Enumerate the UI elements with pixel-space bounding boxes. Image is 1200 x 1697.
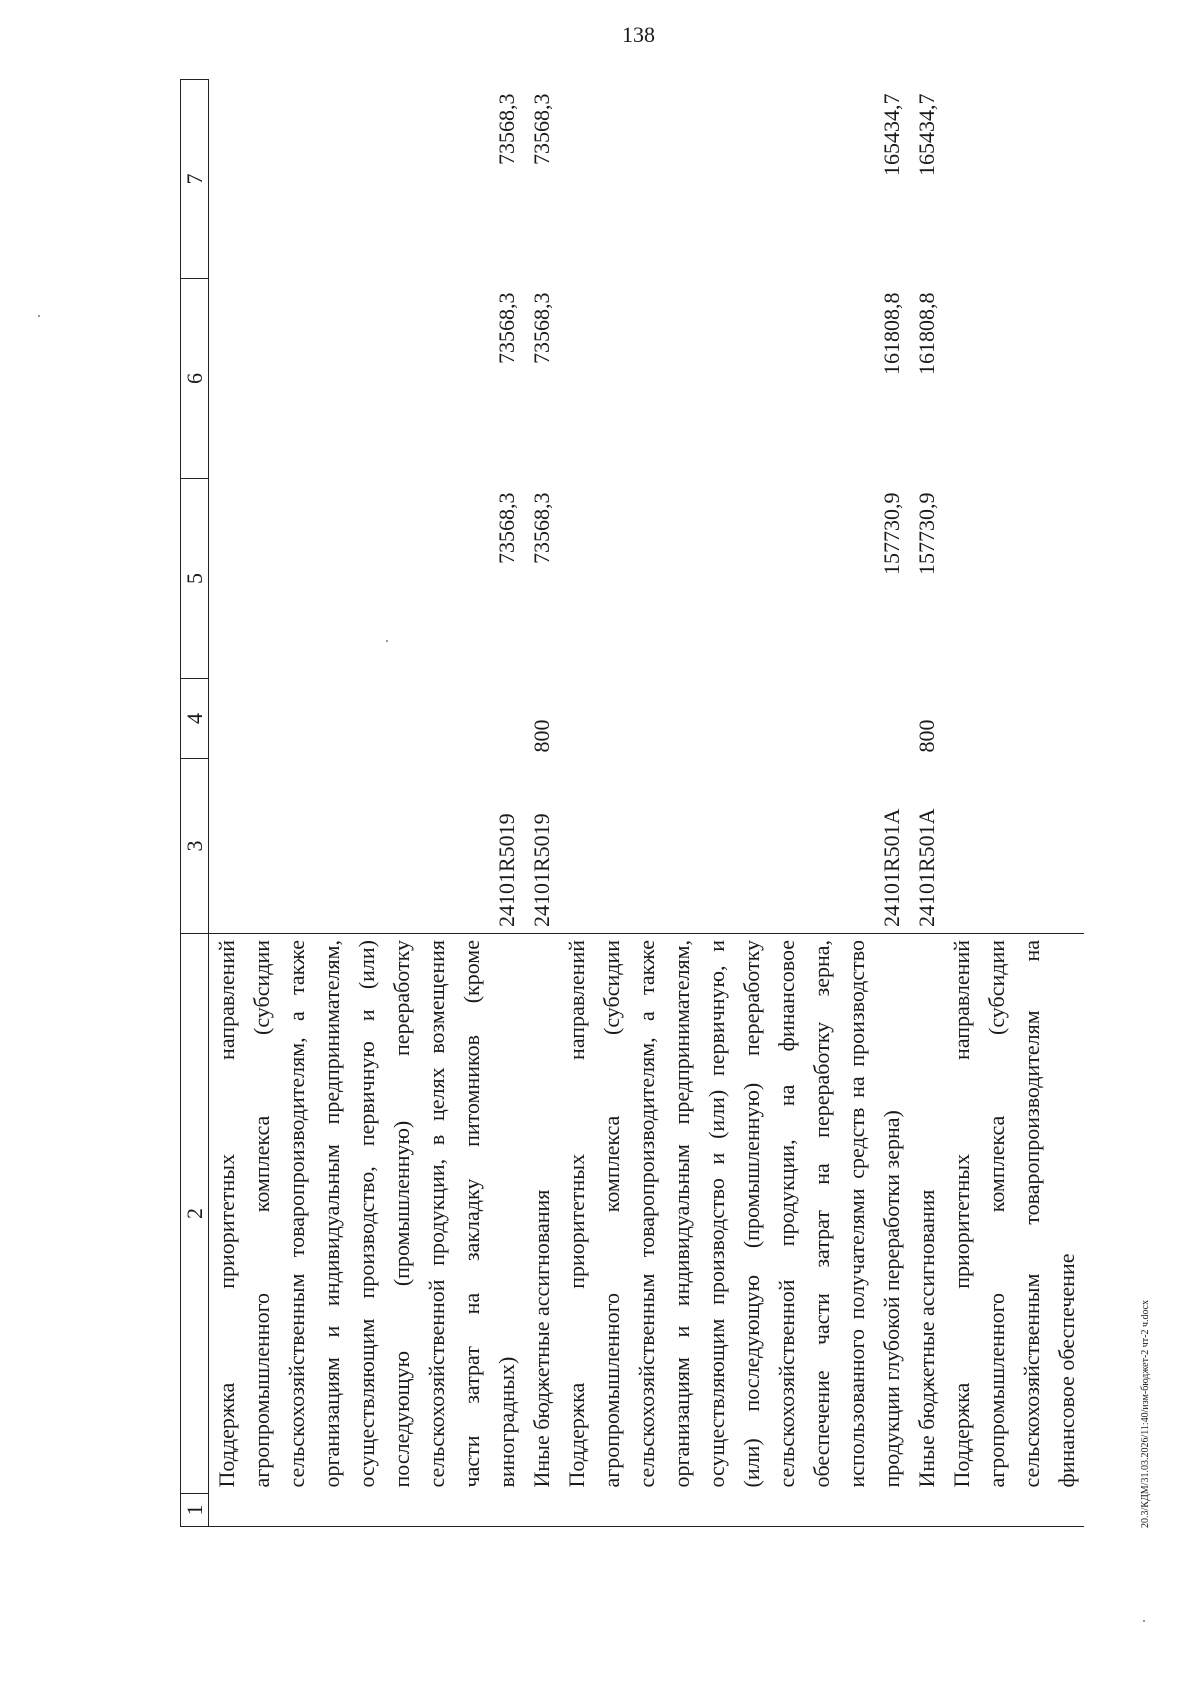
amount-col-7	[944, 80, 1084, 279]
budget-table	[180, 79, 1084, 1527]
amount-col-6: 161808,8	[879, 292, 904, 375]
expense-type	[559, 679, 909, 759]
amount-col-7: 165434,7	[879, 93, 904, 176]
row-number-cell	[909, 1494, 944, 1527]
row-description: Иные бюджетные ассигнования	[909, 934, 944, 1494]
amount-col-5: 73568,3	[494, 492, 519, 564]
expense-type	[209, 679, 525, 759]
amount-col-5	[944, 479, 1084, 679]
scan-speck	[38, 315, 40, 317]
row-number-cell	[524, 1494, 559, 1527]
column-header: 1	[181, 1494, 209, 1527]
table-row	[209, 80, 525, 1527]
amount-col-6: 161808,8	[914, 292, 939, 375]
column-header: 5	[181, 479, 209, 679]
column-header: 6	[181, 279, 209, 479]
amount-col-6	[944, 279, 1084, 479]
table-row	[909, 80, 944, 1527]
scan-speck	[1143, 1620, 1145, 1622]
document-path-footer: 20.3/КДМ/31.03.2026/11:40/изм-бюджет-2 чт-2 ч.docx	[1140, 1300, 1151, 1528]
column-header: 4	[181, 679, 209, 759]
target-code	[944, 759, 1084, 934]
target-code: 24101R501А	[879, 808, 904, 927]
rotated-budget-table-container	[180, 80, 1080, 1527]
expense-type: 800	[914, 719, 939, 753]
column-header: 3	[181, 759, 209, 934]
target-code: 24101R501А	[914, 808, 939, 927]
target-code: 24101R5019	[494, 813, 519, 927]
table-header-row	[181, 80, 209, 1527]
amount-col-7: 73568,3	[529, 93, 554, 165]
amount-col-5: 157730,9	[879, 492, 904, 575]
amount-col-5: 157730,9	[914, 492, 939, 575]
amount-col-5: 73568,3	[529, 492, 554, 564]
row-description: Поддержка приоритетных направлений агропромышленного комплекса (субсидии сельскохозяйственным товаропроизводителям, а также организациям и индивидуальным предпринимателям, осуществляющим производство, первичную и (или) последующую (промышленную) переработку сельскохозяйственной продукции, в целях возмещения части затрат на закладку питомников (кроме виноградных)	[209, 934, 525, 1494]
row-number-cell	[559, 1494, 909, 1527]
table-row	[944, 80, 1084, 1527]
row-number-cell	[944, 1494, 1084, 1527]
expense-type	[944, 679, 1084, 759]
row-description: Поддержка приоритетных направлений агропромышленного комплекса (субсидии сельскохозяйственным товаропроизводителям на финансовое обеспечение	[944, 934, 1084, 1494]
scan-speck	[386, 640, 388, 642]
column-header: 2	[181, 934, 209, 1494]
amount-col-7: 73568,3	[494, 93, 519, 165]
table-row	[559, 80, 909, 1527]
amount-col-6: 73568,3	[529, 292, 554, 364]
amount-col-6: 73568,3	[494, 292, 519, 364]
amount-col-7: 165434,7	[914, 93, 939, 176]
row-number-cell	[209, 1494, 525, 1527]
expense-type: 800	[529, 719, 554, 753]
page-number: 138	[622, 22, 655, 47]
row-description: Иные бюджетные ассигнования	[524, 934, 559, 1494]
table-row	[524, 80, 559, 1527]
column-header: 7	[181, 80, 209, 279]
row-description: Поддержка приоритетных направлений агропромышленного комплекса (субсидии сельскохозяйственным товаропроизводителям, а также организациям и индивидуальным предпринимателям, осуществляющим производство и (или) первичную, и (или) последующую (промышленную) переработку сельскохозяйственной продукции, на финансовое обеспечение части затрат на переработку зерна, использованного получателями средств на производство продукции глубокой переработки зерна)	[559, 934, 909, 1494]
target-code: 24101R5019	[529, 813, 554, 927]
